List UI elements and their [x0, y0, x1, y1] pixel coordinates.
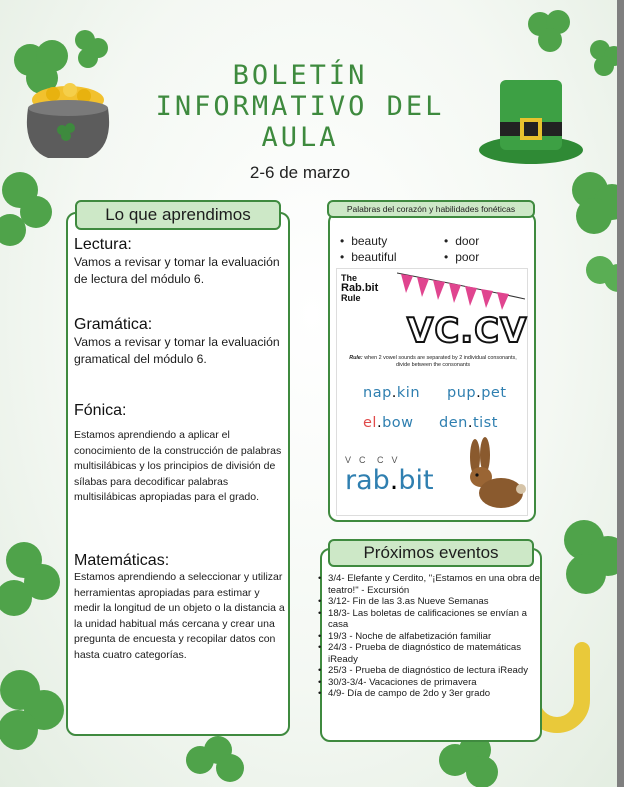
pot-of-gold-icon: [18, 70, 118, 170]
list-item: • 18/3- Las boletas de calificaciones se envían a casa: [318, 608, 544, 631]
section-body: Estamos aprendiendo a aplicar el conocimiento de la construcción de palabras multisilábicas y los principios de división de sílabas para decodificar palabras multisilábicas apropiadas para el grado.: [74, 429, 282, 503]
rabbit-rule-title-line: Rab.bit: [341, 282, 379, 294]
syllable: el: [363, 415, 377, 431]
section-body: Estamos aprendiendo a seleccionar y utilizar herramientas apropiadas para estimar y medir la longitud de un objeto o la distancia a la unidad habitual más cercana y crear una pregunta de encuesta y recopilar datos con hasta cuatro categorías.: [74, 571, 285, 661]
rabbit-rule-card: [336, 268, 528, 516]
section-body: Vamos a revisar y tomar la evaluación gramatical del módulo 6.: [74, 335, 280, 366]
example-word: nap.kin: [363, 385, 421, 401]
shamrock-cluster-bottom-right: [540, 500, 624, 650]
page-edge: [617, 0, 624, 787]
syllable: pup: [447, 385, 477, 401]
rabbit-word: rab.bit: [345, 465, 434, 496]
syllable: kin: [396, 385, 421, 401]
section-heading: Gramática:: [74, 316, 153, 333]
list-item: • 3/12- Fin de las 3.as Nueve Semanas: [318, 596, 544, 608]
vccv-letters: V C C V: [345, 455, 399, 465]
shamrock-cluster-top-right: [510, 0, 620, 100]
section-heading: Matemáticas:: [74, 552, 170, 569]
list-item: • 24/3 - Prueba de diagnóstico de matemáticas iReady: [318, 642, 544, 665]
example-word: el.bow: [363, 415, 414, 431]
shamrock-cluster-right: [550, 160, 624, 300]
syllable: nap: [363, 385, 392, 401]
rabbit-icon: [455, 437, 527, 515]
section-body: Vamos a revisar y tomar la evaluación de lectura del módulo 6.: [74, 255, 280, 286]
syllable: bit: [398, 465, 434, 496]
rule-label: Rule:: [349, 355, 363, 361]
list-item: • beauty: [340, 234, 444, 248]
example-word: den.tist: [439, 415, 498, 431]
list-item: • beautiful: [340, 250, 444, 264]
date-range: 2-6 de marzo: [249, 163, 351, 182]
list-item: • 30/3-3/4- Vacaciones de primavera: [318, 677, 544, 689]
reading-section: [74, 236, 286, 288]
list-item: • 3/4- Elefante y Cerdito, "¡Estamos en una obra de teatro!" - Excursión: [318, 573, 544, 596]
events-tab: Próximos eventos: [328, 539, 534, 567]
newsletter-header: [120, 60, 480, 183]
grammar-section: [74, 316, 286, 368]
syllable: bow: [382, 415, 414, 431]
rule-description: when 2 vowel sounds are separated by 2 individual consonants, divide between the consonants: [362, 355, 517, 368]
syllable: tist: [472, 415, 498, 431]
syllable: pet: [481, 385, 507, 401]
rabbit-rule-title-line: Rule: [341, 293, 361, 303]
heart-words-tab: Palabras del corazón y habilidades fonéticas: [327, 200, 535, 218]
learned-tab: Lo que aprendimos: [75, 200, 281, 230]
section-heading: Lectura:: [74, 236, 132, 253]
example-word: pup.pet: [447, 385, 507, 401]
page-title: BOLETÍN INFORMATIVO DEL AULA: [155, 60, 445, 153]
syllable: den: [439, 415, 468, 431]
rabbit-rule-title: [341, 273, 381, 303]
shamrock-cluster-left: [0, 160, 70, 280]
list-item: • door: [444, 234, 524, 248]
phonics-section: [74, 402, 286, 506]
pennant-banner-icon: [397, 271, 525, 311]
section-heading: Fónica:: [74, 402, 127, 419]
math-section: [74, 552, 286, 663]
rabbit-rule-title-line: The: [341, 273, 358, 283]
list-item: • 4/9- Día de campo de 2do y 3er grado: [318, 688, 544, 700]
list-item: • poor: [444, 250, 524, 264]
list-item: • 25/3 - Prueba de diagnóstico de lectura iReady: [318, 665, 544, 677]
list-item: • 19/3 - Noche de alfabetización familiar: [318, 631, 544, 643]
vccv-pattern: VC.CV: [407, 311, 528, 351]
events-list: [318, 573, 544, 700]
rule-text: [343, 355, 523, 369]
syllable: rab: [345, 465, 390, 496]
heart-words-list: [340, 234, 530, 264]
